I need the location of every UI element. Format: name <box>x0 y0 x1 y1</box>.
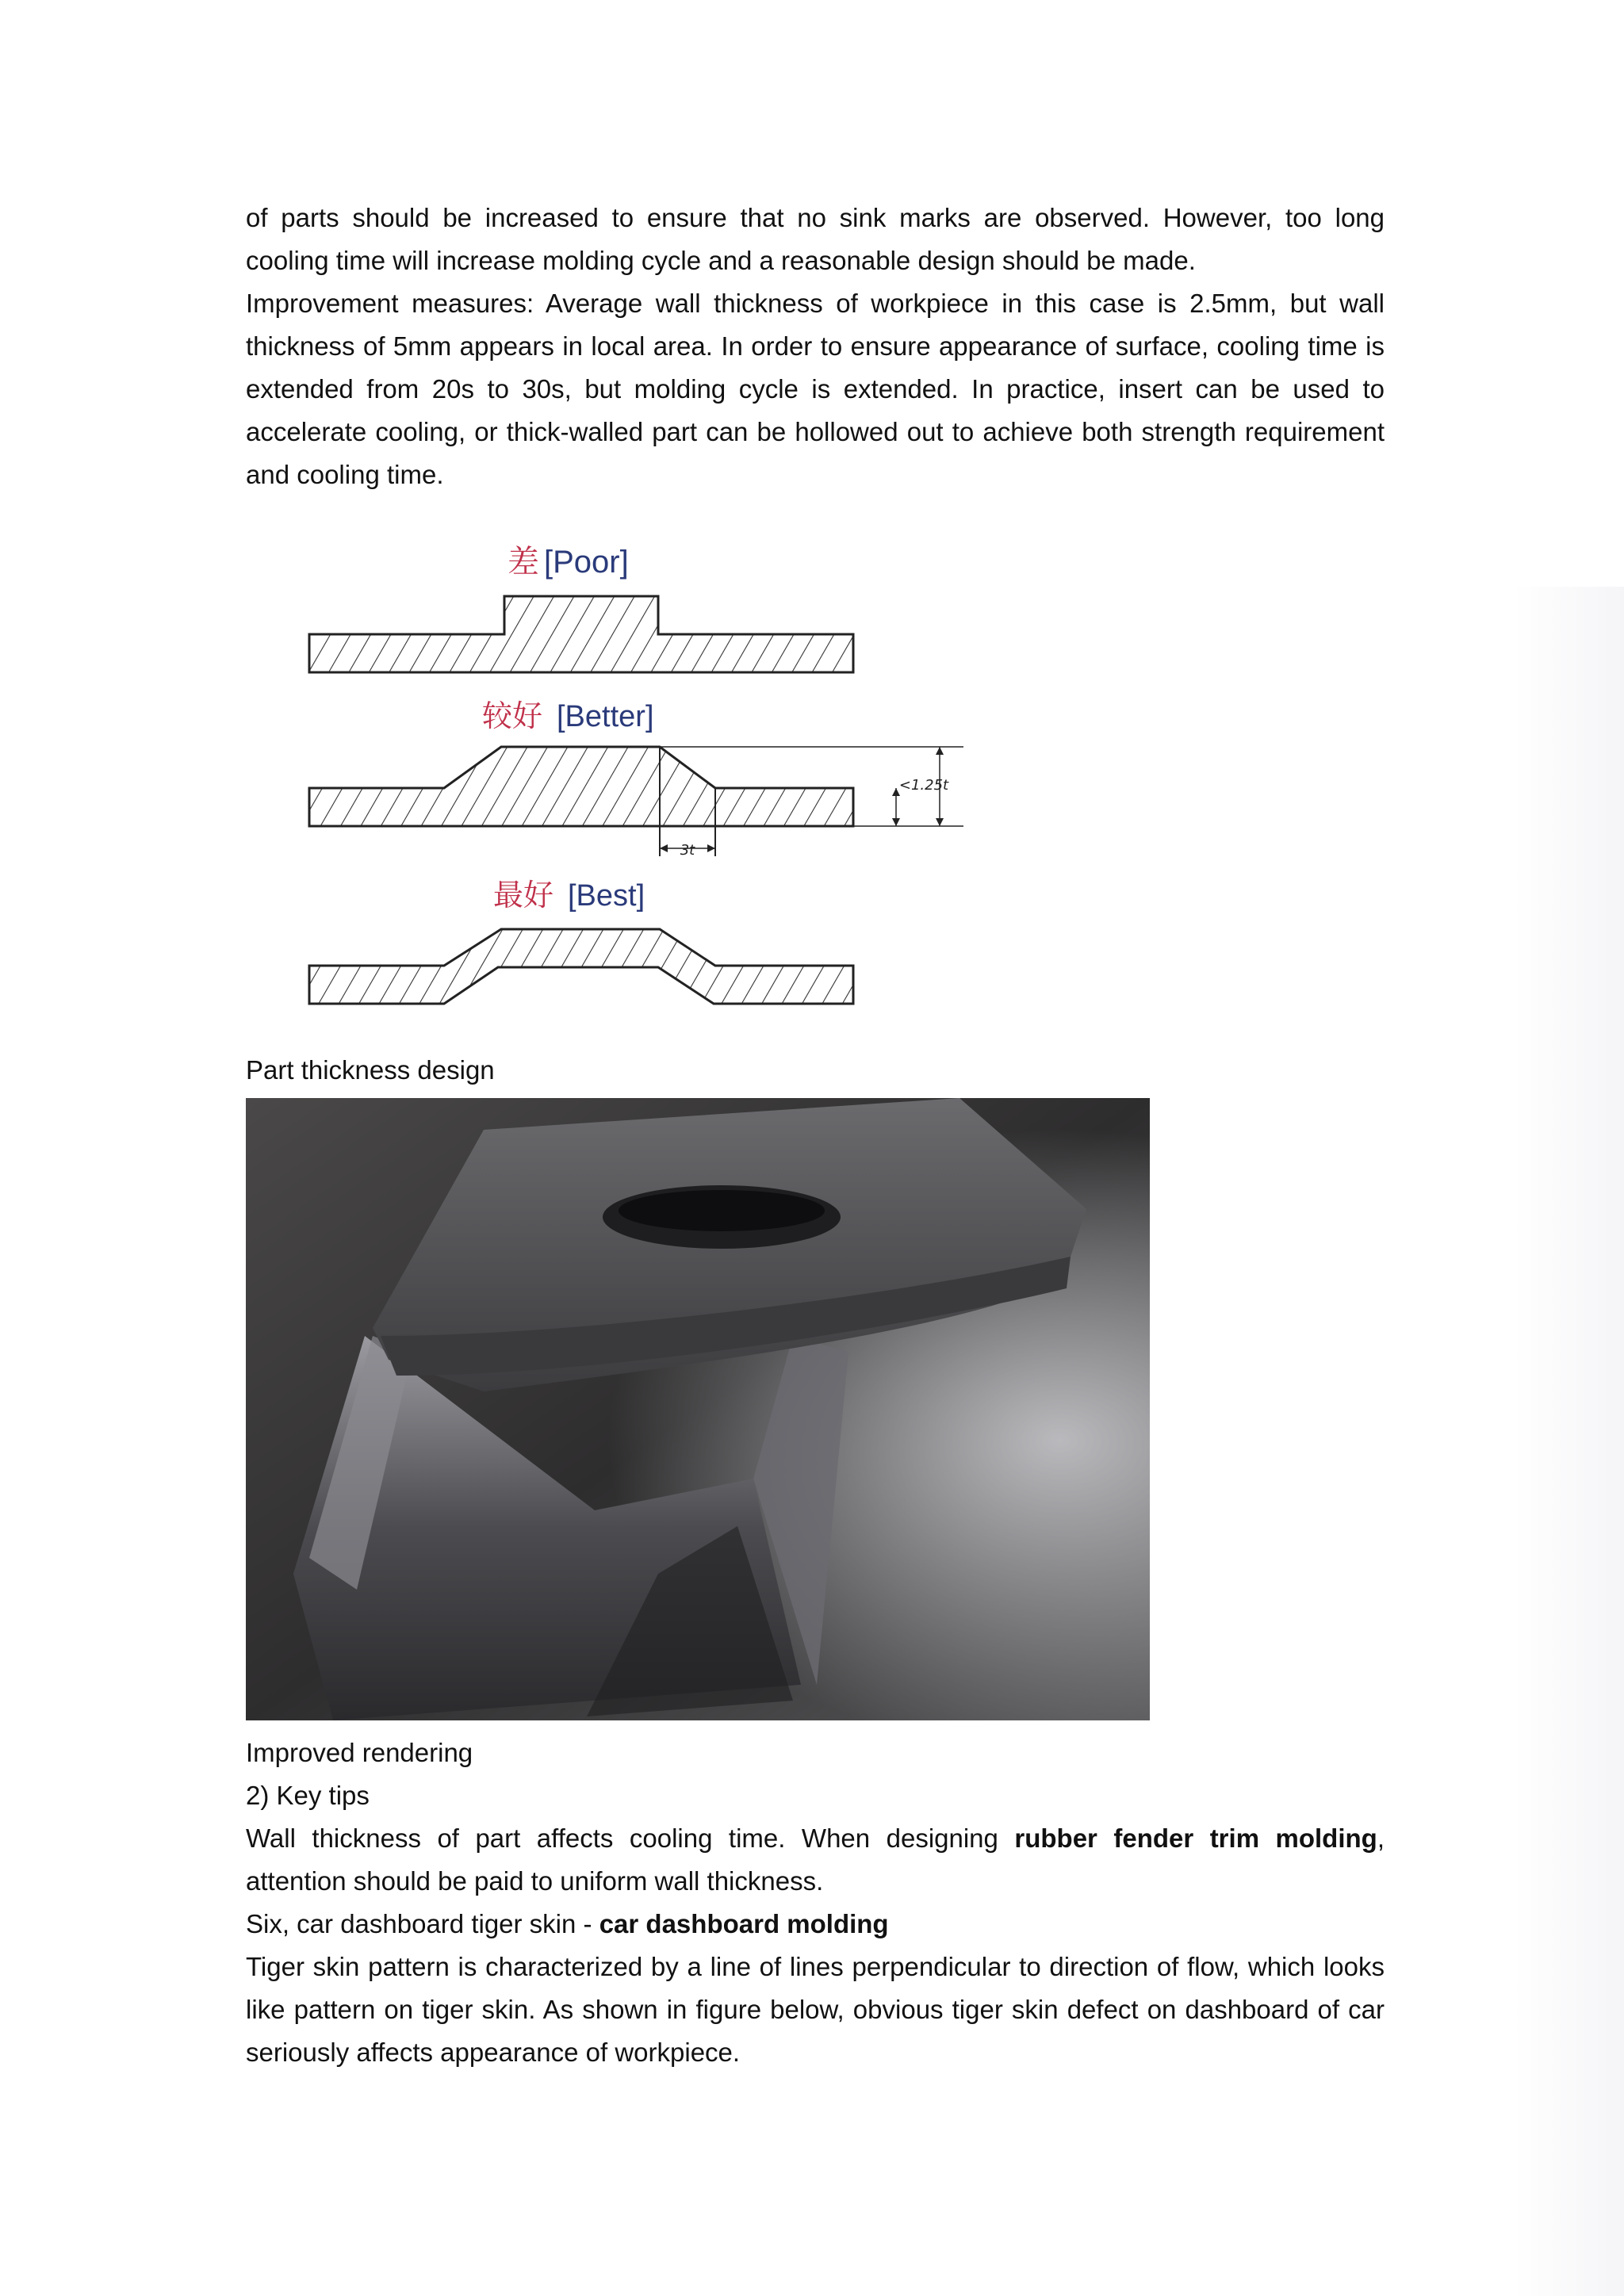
poor-label-en: [Poor] <box>544 545 629 580</box>
key-tips-paragraph <box>246 1817 1385 1903</box>
best-label <box>493 878 645 913</box>
part-thickness-diagram <box>293 523 991 1023</box>
tiger-skin-paragraph: Tiger skin pattern is characterized by a line of lines perpendicular to direction of flow, which looks like pattern on tiger skin. As shown in figure below, obvious tiger skin defect on dashboard of car seriously affects appearance of workpiece. <box>246 1952 1385 2067</box>
section-six-text: Six, car dashboard tiger skin - <box>246 1909 599 1938</box>
dim-height-label: <1.25t <box>898 777 949 794</box>
paragraph-improvement-measures: Improvement measures: Average wall thickness of workpiece in this case is 2.5mm, but wall thickness of 5mm appears in local area. In order to ensure appearance of surface, cooling time is extended from 20s to 30s, but molding cycle is extended. In practice, insert can be used to accelerate cooling, or thick-walled part can be hollowed out to achieve both strength requirement and cooling time. <box>246 289 1385 489</box>
rubber-fender-trim-molding-link: rubber fender trim molding <box>1014 1823 1377 1853</box>
dim-width-label: 3t <box>680 842 695 859</box>
intro-text-block <box>246 197 1385 496</box>
better-profile <box>309 747 853 826</box>
poor-label-cn: 差 <box>508 544 539 580</box>
photo-caption: Improved rendering <box>246 1738 473 1767</box>
best-profile <box>309 929 853 1004</box>
key-tips-block <box>246 1774 1385 2074</box>
page-edge-shadow <box>1513 587 1624 2296</box>
poor-label <box>508 544 629 580</box>
section-six-heading <box>246 1903 1385 1946</box>
paragraph-cooling-time: of parts should be increased to ensure that no sink marks are observed. However, too long cooling time will increase molding cycle and a reasonable design should be made. <box>246 203 1385 275</box>
diagram-caption: Part thickness design <box>246 1055 495 1085</box>
better-label-en: [Better] <box>557 700 654 733</box>
key-tips-text-post: , attention should be paid to uniform wall thickness. <box>246 1823 1385 1896</box>
best-label-en: [Best] <box>568 879 645 913</box>
better-label-cn: 较好 <box>482 698 543 733</box>
improved-rendering-photo <box>246 1098 1150 1720</box>
car-dashboard-molding-link: car dashboard molding <box>599 1909 889 1938</box>
key-tips-text-pre: Wall thickness of part affects cooling time. When designing <box>246 1823 1015 1853</box>
best-label-cn: 最好 <box>493 878 554 913</box>
poor-profile <box>309 596 853 672</box>
key-tips-heading: 2) Key tips <box>246 1781 370 1810</box>
better-label <box>482 698 654 733</box>
